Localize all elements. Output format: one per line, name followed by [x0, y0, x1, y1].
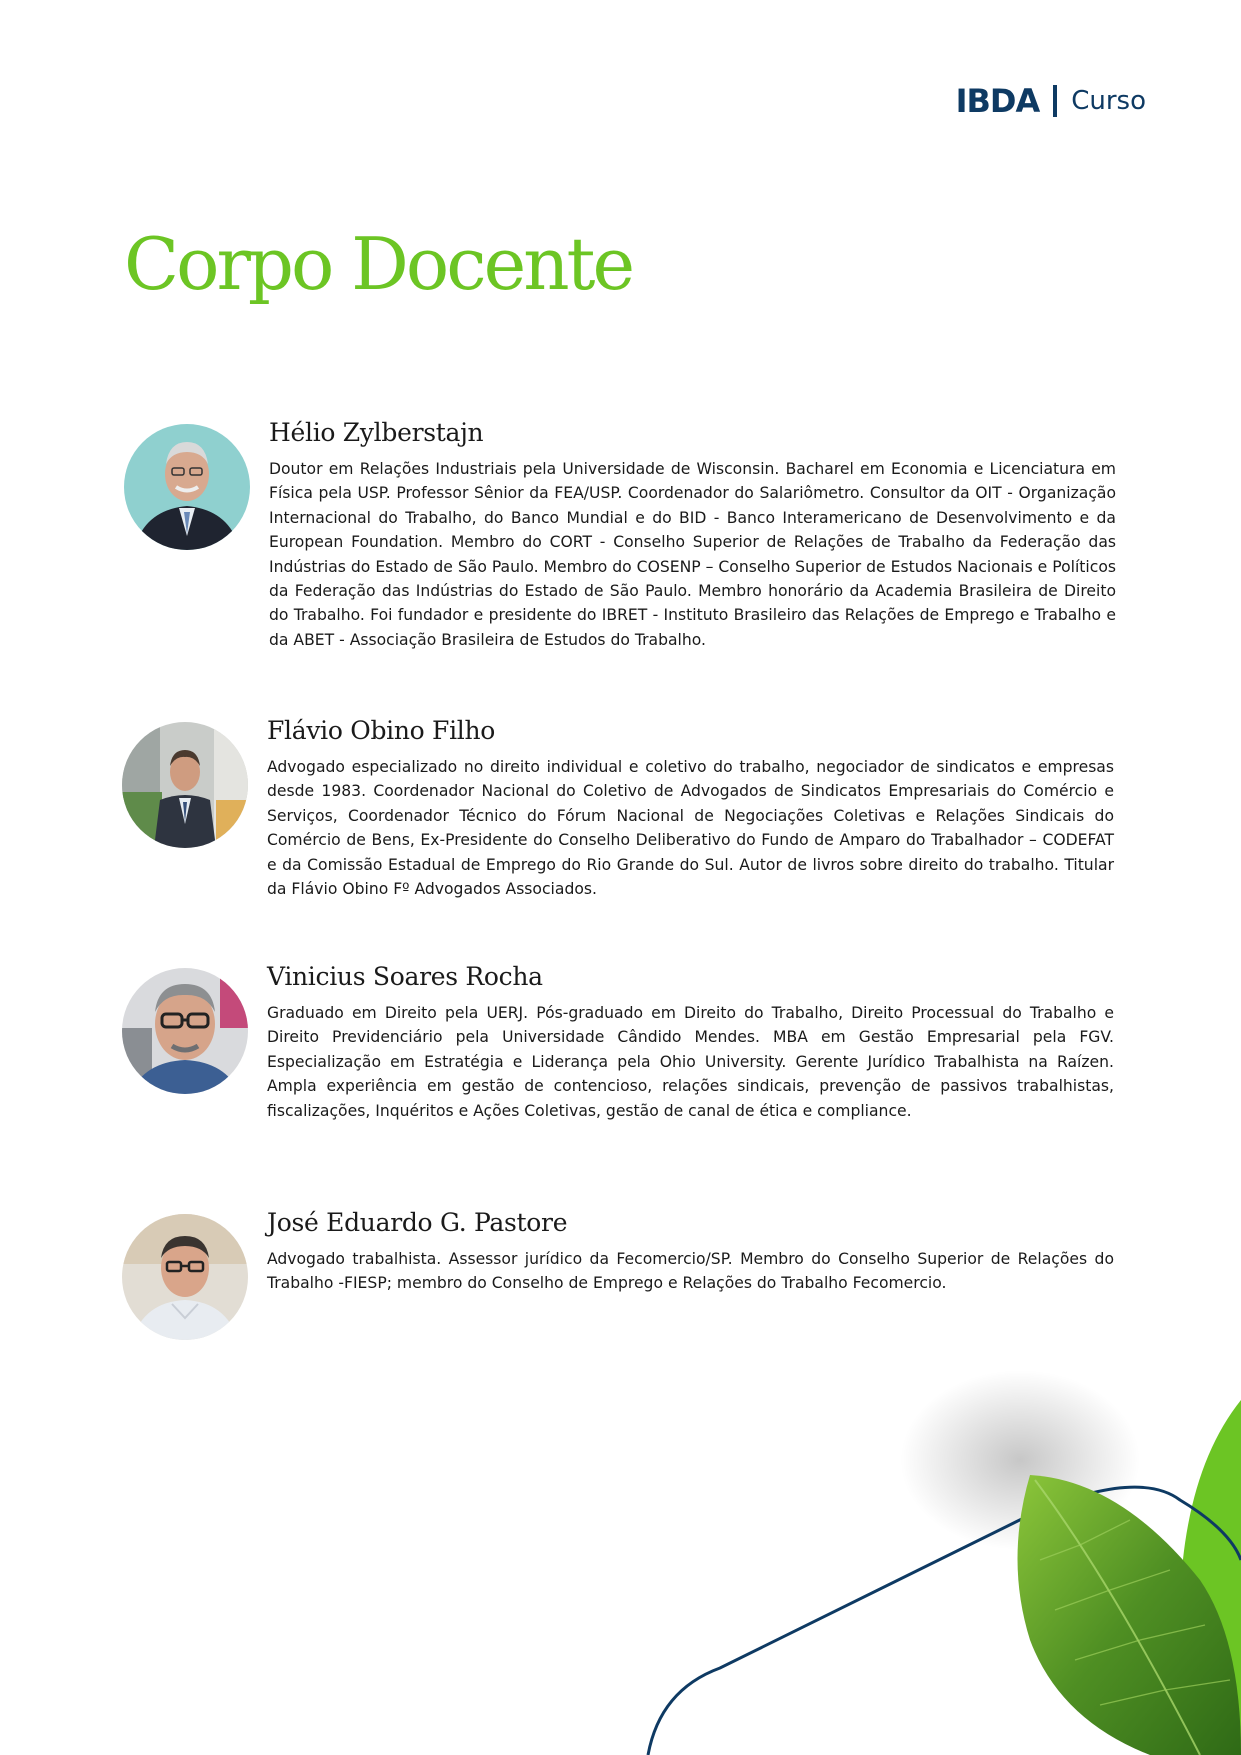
- member-name: Flávio Obino Filho: [267, 716, 496, 745]
- member-bio: Doutor em Relações Industriais pela Universidade de Wisconsin. Bacharel em Economia e Licenciatura em Física pela USP. Professor Sênior da FEA/USP. Coordenador do Salariômetro. Consultor da OIT - Organização Internacional do Trabalho, do Banco Mundial e do BID - Banco Interamericano de Desenvolvimento e da European Foundation. Membro do CORT - Conselho Superior de Relações de Trabalho da Federação das Indústrias do Estado de São Paulo. Membro do COSENP – Conselho Superior de Estudos Nacionais e Políticos da Federação das Indústrias do Estado de São Paulo. Membro honorário da Academia Brasileira de Direito do Trabalho. Foi fundador e presidente do IBRET - Instituto Brasileiro das Relações de Emprego e Trabalho e da ABET - Associação Brasileira de Estudos do Trabalho.: [269, 460, 1116, 649]
- member-name: Vinicius Soares Rocha: [267, 962, 543, 991]
- member-bio: Advogado trabalhista. Assessor jurídico da Fecomercio/SP. Membro do Conselho Superior de Relações do Trabalho -FIESP; membro do Conselho de Emprego e Relações do Trabalho Fecomercio.: [267, 1250, 1114, 1293]
- member-name: José Eduardo G. Pastore: [267, 1208, 568, 1237]
- page-title: Corpo Docente: [124, 222, 633, 306]
- member-bio: Advogado especializado no direito individual e coletivo do trabalho, negociador de sindicatos e empresas desde 1983. Coordenador Nacional do Coletivo de Advogados de Sindicatos Empresariais do Comércio e Serviços, Coordenador Técnico do Fórum Nacional de Negociações Coletivas e Relações Sindicais do Comércio de Bens, Ex-Presidente do Conselho Deliberativo do Fundo de Amparo do Trabalhador – CODEFAT e da Comissão Estadual de Emprego do Rio Grande do Sul. Autor de livros sobre direito do trabalho. Titular da Flávio Obino Fº Advogados Associados.: [267, 758, 1114, 899]
- header-course-label: Curso: [1071, 86, 1146, 116]
- member-bio: Graduado em Direito pela UERJ. Pós-graduado em Direito do Trabalho, Direito Processual do Trabalho e Direito Previdenciário pela Universidade Cândido Mendes. MBA em Gestão Empresarial pela FGV. Especialização em Estratégia e Liderança pela Ohio University. Gerente Jurídico Trabalhista na Raízen. Ampla experiência em gestão de contencioso, relações sindicais, prevenção de passivos trabalhistas, fiscalizações, Inquéritos e Ações Coletivas, gestão de canal de ética e compliance.: [267, 1004, 1114, 1120]
- brand-name: IBDA: [955, 82, 1040, 120]
- member-name: Hélio Zylberstajn: [269, 418, 484, 447]
